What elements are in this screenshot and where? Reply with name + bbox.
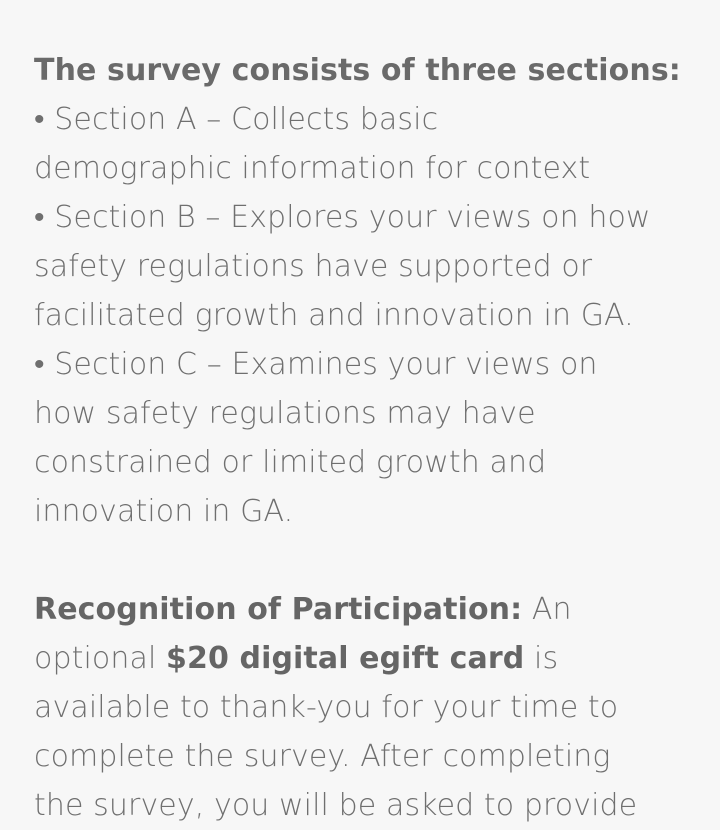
survey-sections-heading: The survey consists of three sections:: [34, 53, 681, 88]
recognition-line-1: [34, 585, 704, 634]
survey-text-line: innovation in GA.: [34, 494, 294, 529]
recognition-label: Recognition of Participation:: [34, 592, 523, 627]
survey-text-line: safety regulations have supported or: [34, 249, 593, 284]
recognition-text-line: complete the survey. After completing: [34, 739, 611, 774]
paragraph-gap: [34, 536, 704, 585]
recognition-text-line: available to thank-you for your time to: [34, 690, 619, 725]
survey-text-line: facilitated growth and innovation in GA.: [34, 298, 634, 333]
recognition-line-2: [34, 634, 704, 683]
recognition-text: optional: [34, 641, 167, 676]
survey-text-line: • Section B – Explores your views on how: [34, 200, 651, 235]
recognition-text: is: [524, 641, 559, 676]
recognition-text: An: [522, 592, 572, 627]
gift-card-amount: $20 digital egift card: [166, 641, 525, 676]
survey-text-line: • Section C – Examines your views on: [34, 347, 598, 382]
recognition-text-line: the survey, you will be asked to provide: [34, 788, 638, 823]
document-body: [34, 46, 704, 830]
survey-text-line: • Section A – Collects basic: [34, 102, 439, 137]
survey-text-line: how safety regulations may have: [34, 396, 536, 431]
survey-text-line: constrained or limited growth and: [34, 445, 547, 480]
survey-text-line: demographic information for context: [34, 151, 591, 186]
